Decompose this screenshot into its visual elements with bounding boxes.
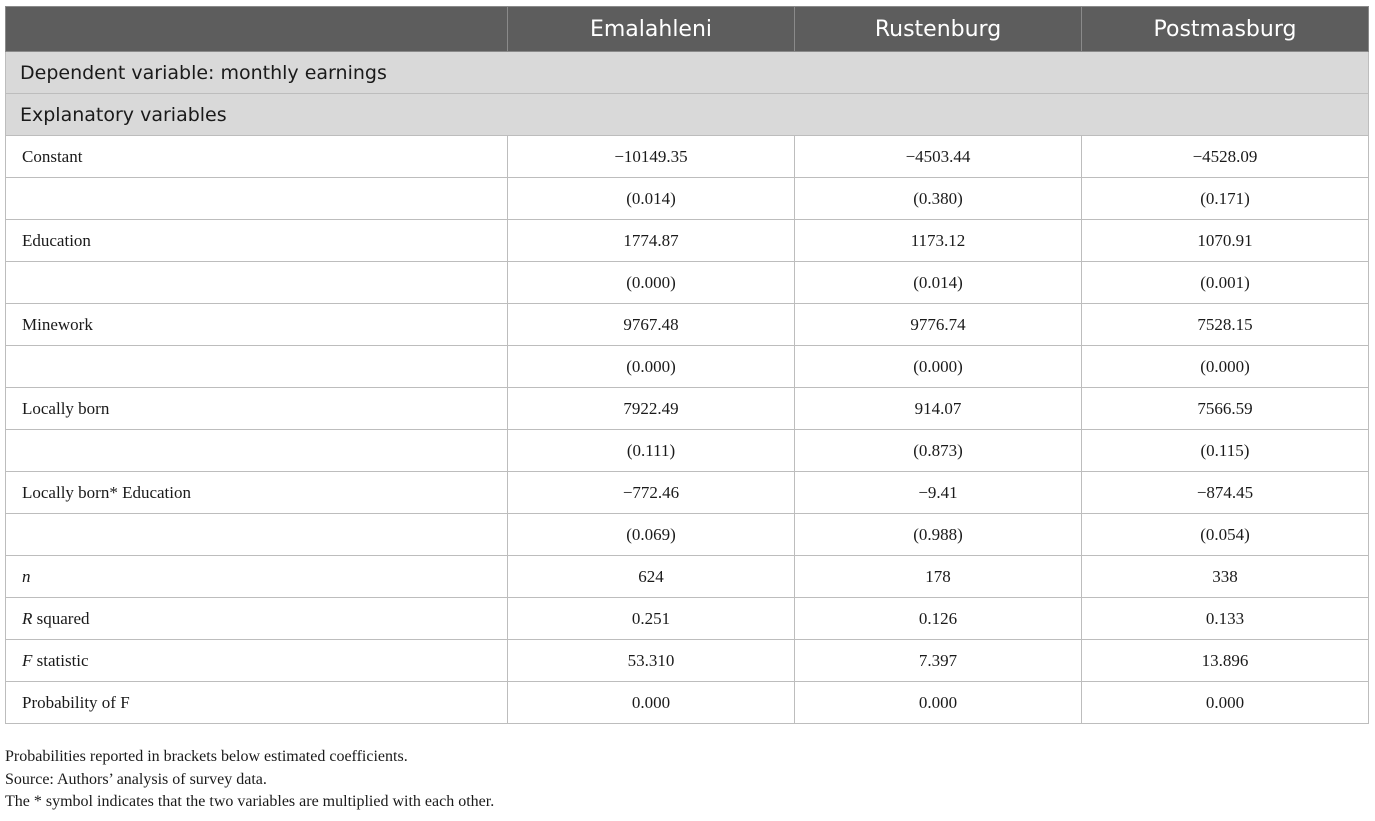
table-footnotes [5,746,1369,814]
header-postmasburg: Postmasburg [1082,7,1369,52]
row-label: Locally born* Education [6,472,508,514]
section-row-explanatory [6,94,1369,136]
label-rest: statistic [32,650,89,670]
cell-emalahleni: 9767.48 [508,304,795,346]
row-label [6,682,508,724]
table-row [6,220,1369,262]
label-rest: Probability of F [22,692,130,712]
cell-emalahleni: −10149.35 [508,136,795,178]
cell-emalahleni: 53.310 [508,640,795,682]
cell-rustenburg: 0.126 [795,598,1082,640]
cell-emalahleni: (0.069) [508,514,795,556]
cell-rustenburg: (0.873) [795,430,1082,472]
header-blank [6,7,508,52]
cell-rustenburg: −4503.44 [795,136,1082,178]
table-row [6,304,1369,346]
cell-rustenburg: (0.380) [795,178,1082,220]
cell-rustenburg: −9.41 [795,472,1082,514]
row-label [6,262,508,304]
stat-row-n [6,556,1369,598]
header-emalahleni: Emalahleni [508,7,795,52]
cell-emalahleni: 0.251 [508,598,795,640]
stat-row-f-statistic [6,640,1369,682]
cell-postmasburg: (0.000) [1082,346,1369,388]
row-label: Locally born [6,388,508,430]
cell-postmasburg: (0.054) [1082,514,1369,556]
row-label [6,598,508,640]
cell-emalahleni: (0.111) [508,430,795,472]
header-rustenburg: Rustenburg [795,7,1082,52]
table-row [6,514,1369,556]
cell-postmasburg: 0.000 [1082,682,1369,724]
regression-table-container [5,6,1369,724]
regression-table [5,6,1369,724]
table-row [6,262,1369,304]
table-row [6,346,1369,388]
row-label: Minework [6,304,508,346]
label-italic: R [22,608,33,628]
cell-postmasburg: (0.001) [1082,262,1369,304]
cell-rustenburg: (0.000) [795,346,1082,388]
label-italic: n [22,566,31,586]
cell-rustenburg: (0.988) [795,514,1082,556]
cell-postmasburg: 13.896 [1082,640,1369,682]
row-label [6,346,508,388]
stat-row-r-squared [6,598,1369,640]
cell-emalahleni: 0.000 [508,682,795,724]
cell-emalahleni: (0.000) [508,346,795,388]
cell-rustenburg: 0.000 [795,682,1082,724]
header-row [6,7,1369,52]
cell-postmasburg: 0.133 [1082,598,1369,640]
cell-rustenburg: 1173.12 [795,220,1082,262]
cell-rustenburg: 7.397 [795,640,1082,682]
cell-emalahleni: 7922.49 [508,388,795,430]
cell-rustenburg: 914.07 [795,388,1082,430]
table-row [6,472,1369,514]
table-row [6,430,1369,472]
footnote-source: Source: Authors’ analysis of survey data. [5,770,267,788]
cell-postmasburg: 1070.91 [1082,220,1369,262]
label-rest: squared [32,608,90,628]
row-label [6,640,508,682]
cell-emalahleni: (0.000) [508,262,795,304]
cell-postmasburg: (0.171) [1082,178,1369,220]
cell-postmasburg: (0.115) [1082,430,1369,472]
label-italic: F [22,650,33,670]
cell-postmasburg: 7528.15 [1082,304,1369,346]
row-label [6,178,508,220]
cell-postmasburg: 7566.59 [1082,388,1369,430]
row-label [6,514,508,556]
table-row [6,136,1369,178]
stat-row-probability-f [6,682,1369,724]
footnote-probabilities: Probabilities reported in brackets below estimated coefficients. [5,748,408,765]
cell-postmasburg: 338 [1082,556,1369,598]
cell-rustenburg: (0.014) [795,262,1082,304]
cell-rustenburg: 178 [795,556,1082,598]
row-label: Education [6,220,508,262]
row-label [6,556,508,598]
cell-emalahleni: 624 [508,556,795,598]
cell-emalahleni: 1774.87 [508,220,795,262]
table-row [6,178,1369,220]
cell-emalahleni: −772.46 [508,472,795,514]
row-label: Constant [6,136,508,178]
row-label [6,430,508,472]
cell-rustenburg: 9776.74 [795,304,1082,346]
cell-emalahleni: (0.014) [508,178,795,220]
section-explanatory-label: Explanatory variables [6,94,1369,136]
section-dependent-label: Dependent variable: monthly earnings [6,52,1369,94]
table-row [6,388,1369,430]
cell-postmasburg: −874.45 [1082,472,1369,514]
cell-postmasburg: −4528.09 [1082,136,1369,178]
footnote-symbol: The * symbol indicates that the two variables are multiplied with each other. [5,793,495,810]
section-row-dependent [6,52,1369,94]
